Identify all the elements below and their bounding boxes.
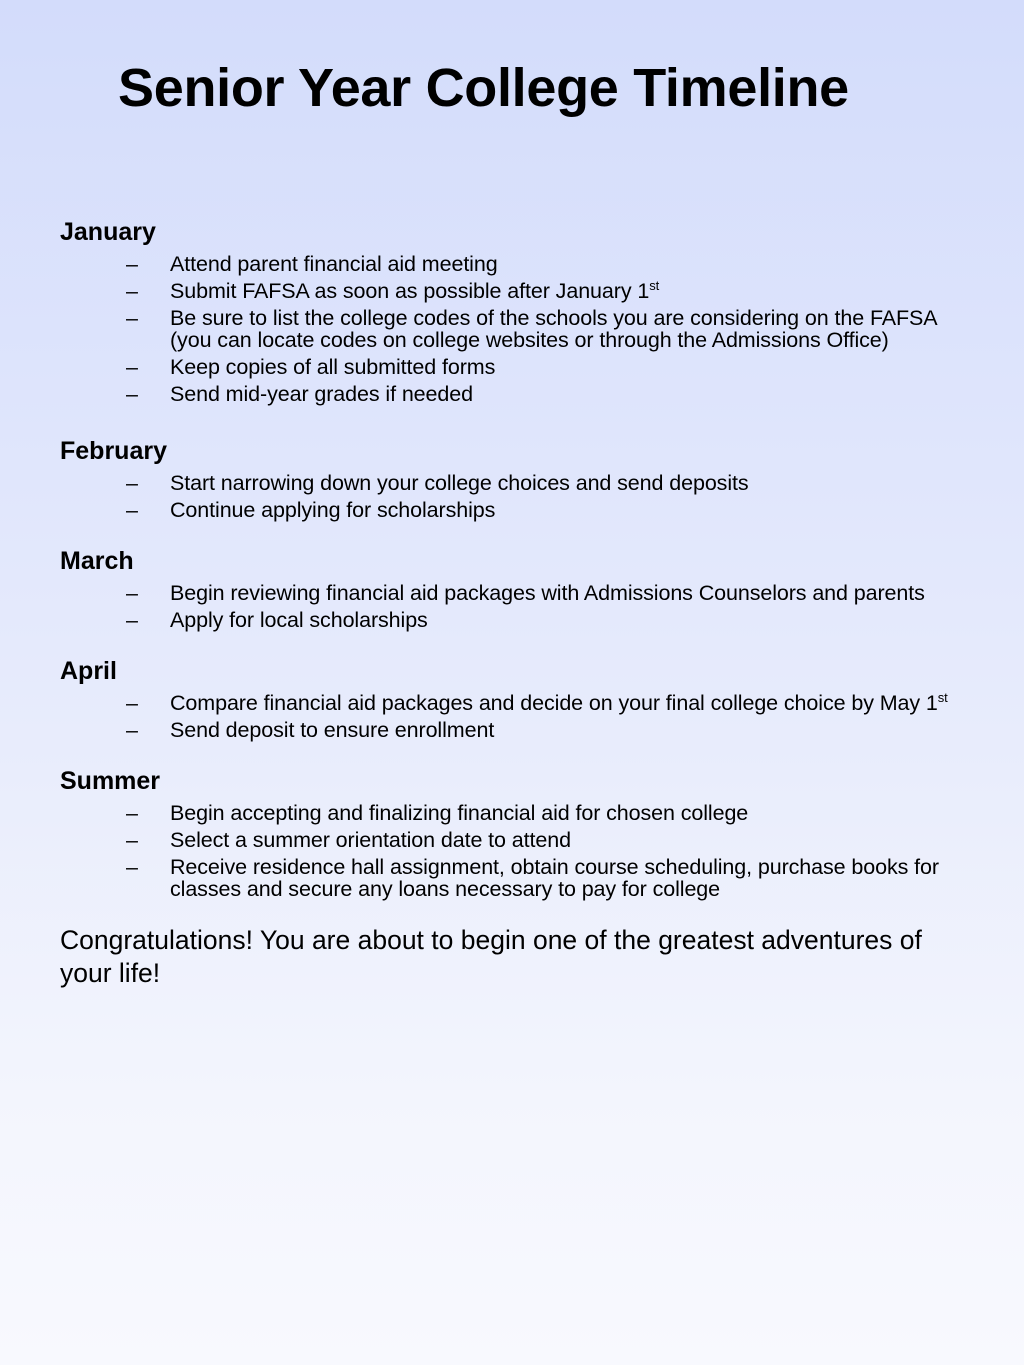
list-item-text: Start narrowing down your college choices and send deposits xyxy=(170,471,749,495)
section-item-list xyxy=(60,802,970,900)
section-heading: April xyxy=(60,657,117,685)
timeline-section-april xyxy=(60,655,970,741)
section-item-list xyxy=(60,253,970,405)
dash-bullet-icon: – xyxy=(126,279,138,303)
section-item-list xyxy=(60,472,970,521)
section-heading: February xyxy=(60,437,167,465)
list-item xyxy=(60,307,970,351)
list-item-text: Send deposit to ensure enrollment xyxy=(170,718,495,742)
section-item-list xyxy=(60,582,970,631)
list-item xyxy=(60,829,970,851)
dash-bullet-icon: – xyxy=(126,382,138,406)
list-item xyxy=(60,499,970,521)
ordinal-suffix: st xyxy=(649,277,660,293)
dash-bullet-icon: – xyxy=(126,355,138,379)
list-item xyxy=(60,719,970,741)
timeline-section-march xyxy=(60,545,970,631)
timeline-section-summer xyxy=(60,765,970,900)
dash-bullet-icon: – xyxy=(126,471,138,495)
list-item-text: Receive residence hall assignment, obtain course scheduling, purchase books for classes and secure any loans necessary to pay for college xyxy=(170,855,939,901)
dash-bullet-icon: – xyxy=(126,581,138,605)
section-item-list xyxy=(60,689,970,742)
list-item-text: Compare financial aid packages and decide on your final college choice by May 1 xyxy=(170,691,938,715)
list-item xyxy=(60,856,970,900)
dash-bullet-icon: – xyxy=(126,691,138,715)
list-item-text: Continue applying for scholarships xyxy=(170,498,496,522)
list-item-text: Select a summer orientation date to attend xyxy=(170,828,571,852)
section-heading: Summer xyxy=(60,767,161,795)
list-item xyxy=(60,689,970,715)
list-item-text: Keep copies of all submitted forms xyxy=(170,355,496,379)
list-item-text: Begin reviewing financial aid packages with Admissions Counselors and parents xyxy=(170,581,925,605)
section-heading: January xyxy=(60,218,156,246)
list-item xyxy=(60,582,970,604)
dash-bullet-icon: – xyxy=(126,828,138,852)
page-title: Senior Year College Timeline xyxy=(118,58,849,118)
timeline-content xyxy=(60,216,970,990)
dash-bullet-icon: – xyxy=(126,498,138,522)
list-item xyxy=(60,802,970,824)
dash-bullet-icon: – xyxy=(126,801,138,825)
list-item-text: Be sure to list the college codes of the schools you are considering on the FAFSA (you can locate codes on college websites or through the Admissions Office) xyxy=(170,306,937,352)
list-item-text: Apply for local scholarships xyxy=(170,608,428,632)
list-item xyxy=(60,253,970,275)
section-heading: March xyxy=(60,547,134,575)
dash-bullet-icon: – xyxy=(126,718,138,742)
list-item xyxy=(60,356,970,378)
timeline-section-january xyxy=(60,216,970,405)
list-item xyxy=(60,277,970,303)
list-item-text: Send mid-year grades if needed xyxy=(170,382,473,406)
dash-bullet-icon: – xyxy=(126,608,138,632)
timeline-section-february xyxy=(60,435,970,521)
list-item xyxy=(60,383,970,405)
dash-bullet-icon: – xyxy=(126,306,138,330)
ordinal-suffix: st xyxy=(937,689,948,705)
dash-bullet-icon: – xyxy=(126,855,138,879)
closing-message: Congratulations! You are about to begin one of the greatest adventures of your life! xyxy=(60,925,922,988)
list-item-text: Begin accepting and finalizing financial aid for chosen college xyxy=(170,801,749,825)
list-item xyxy=(60,609,970,631)
dash-bullet-icon: – xyxy=(126,252,138,276)
list-item xyxy=(60,472,970,494)
list-item-text: Attend parent financial aid meeting xyxy=(170,252,498,276)
timeline-sections xyxy=(60,216,970,900)
list-item-text: Submit FAFSA as soon as possible after January 1 xyxy=(170,279,650,303)
